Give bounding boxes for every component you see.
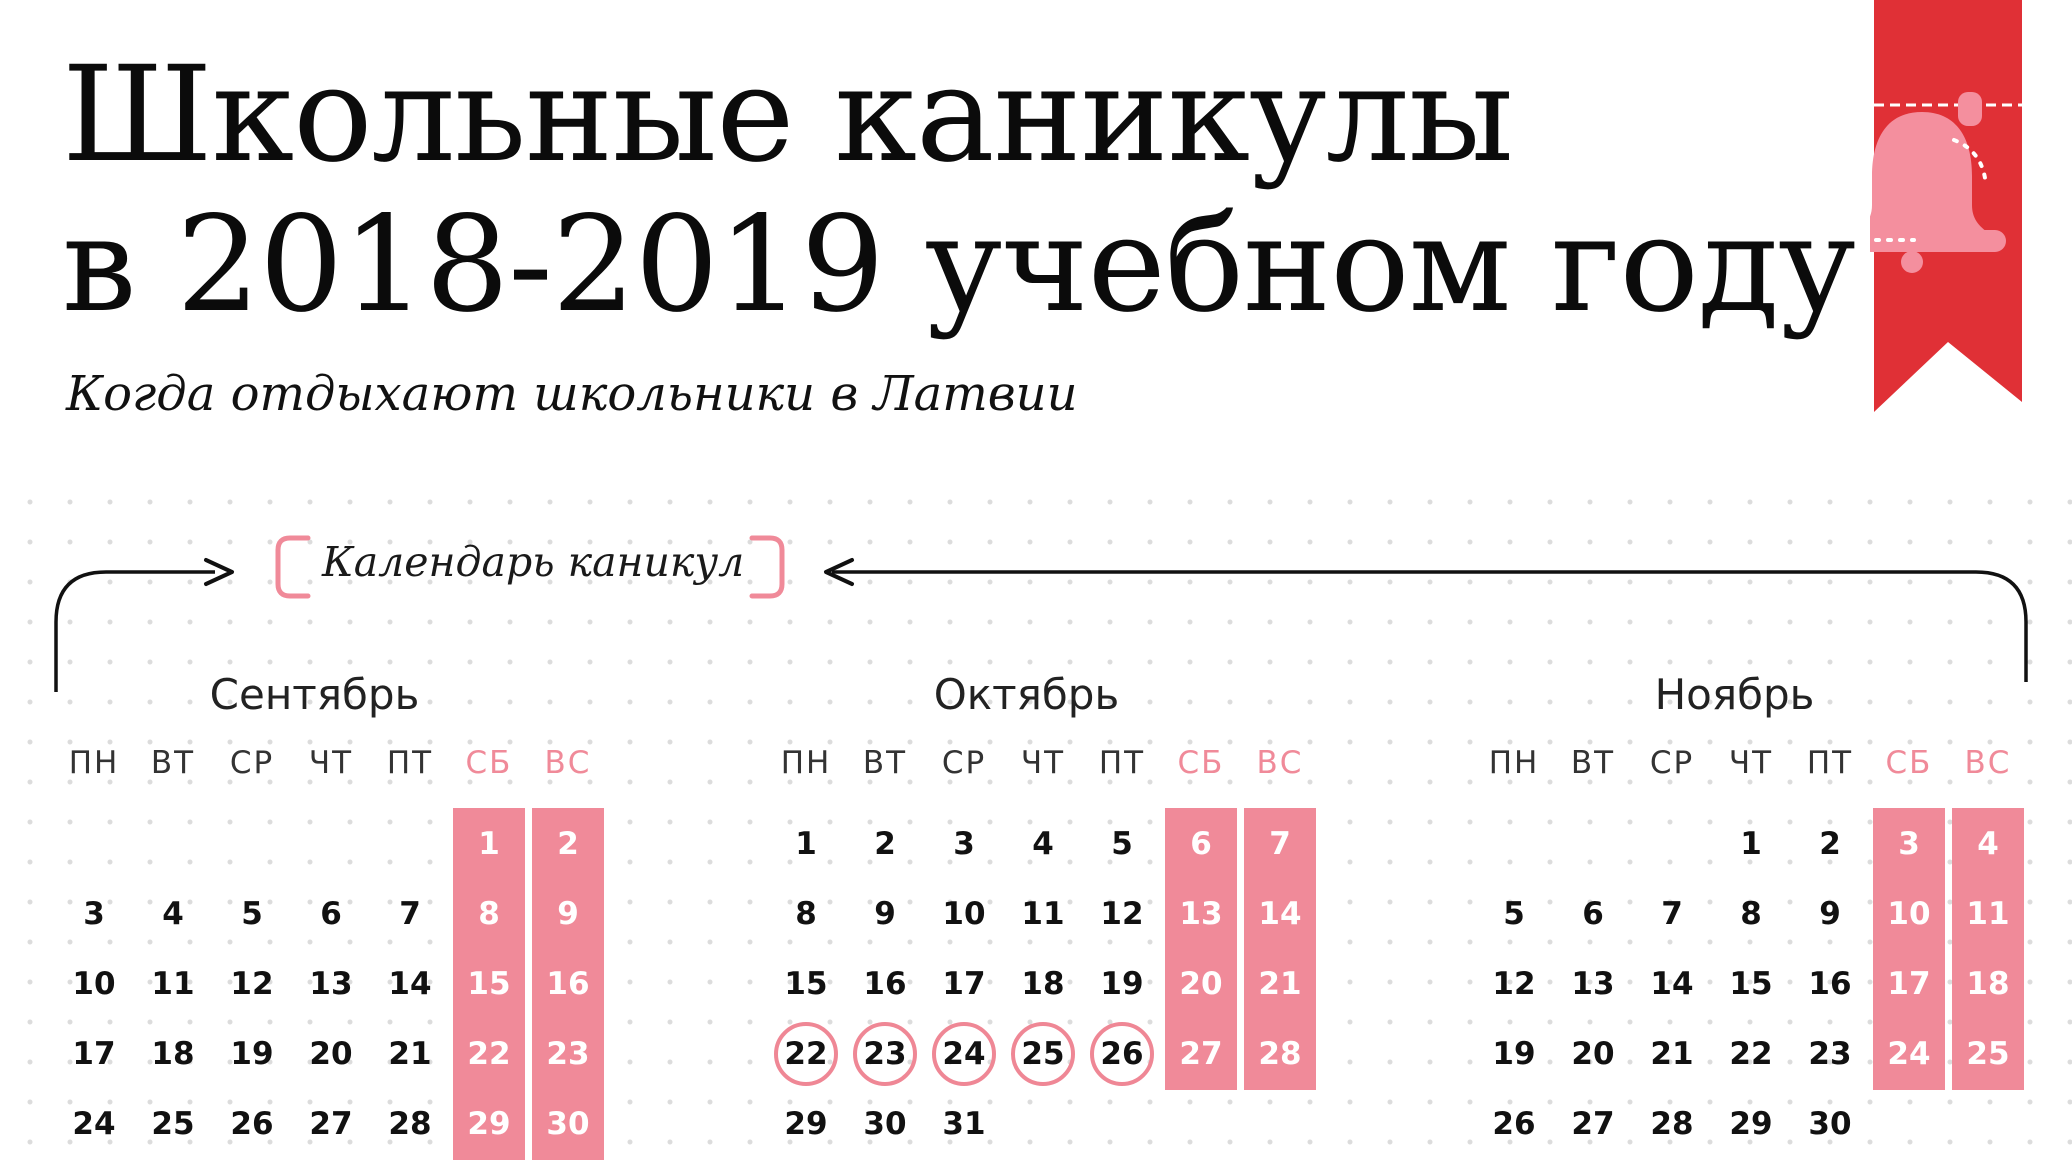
- month-title: Сентябрь: [209, 670, 420, 719]
- weekday-label: ЧТ: [308, 745, 354, 781]
- calendar-day: 15: [784, 966, 828, 1002]
- calendar-day: 3: [953, 826, 975, 862]
- weekend-day: 25: [1952, 1018, 2024, 1090]
- weekend-day: 29: [453, 1088, 525, 1160]
- calendar-day: 6: [320, 896, 342, 932]
- month-title: Октябрь: [933, 670, 1120, 719]
- calendar-day: 17: [72, 1036, 116, 1072]
- calendar-day: 4: [1032, 826, 1054, 862]
- weekend-day: 27: [1165, 1018, 1237, 1090]
- calendar-day: 28: [388, 1106, 432, 1142]
- holiday-day: 26: [1090, 1022, 1154, 1086]
- weekday-label: ПТ: [386, 745, 434, 781]
- weekday-label: ВС: [544, 745, 592, 781]
- holiday-day: 22: [774, 1022, 838, 1086]
- calendar-day: 31: [942, 1106, 986, 1142]
- calendar-day: 6: [1582, 896, 1604, 932]
- calendar-day: 13: [309, 966, 353, 1002]
- calendar-day: 5: [241, 896, 263, 932]
- weekday-label: СР: [229, 745, 275, 781]
- calendar-day: 14: [1650, 966, 1694, 1002]
- weekday-label: ВС: [1256, 745, 1304, 781]
- weekend-day: 24: [1873, 1018, 1945, 1090]
- weekend-day: 8: [453, 878, 525, 950]
- weekend-day: 20: [1165, 948, 1237, 1020]
- calendar-day: 9: [1819, 896, 1841, 932]
- weekend-day: 14: [1244, 878, 1316, 950]
- weekend-day: 7: [1244, 808, 1316, 880]
- calendar-day: 19: [1100, 966, 1144, 1002]
- calendar-day: 30: [863, 1106, 907, 1142]
- weekday-label: СР: [1649, 745, 1695, 781]
- weekend-day: 6: [1165, 808, 1237, 880]
- calendar-day: 14: [388, 966, 432, 1002]
- page-title-line-2: в 2018-2019 учебном году: [62, 188, 1855, 342]
- weekday-label: ПН: [780, 745, 832, 781]
- calendar-day: 27: [309, 1106, 353, 1142]
- calendar-day: 12: [1100, 896, 1144, 932]
- weekend-day: 16: [532, 948, 604, 1020]
- calendar-day: 29: [1729, 1106, 1773, 1142]
- calendar-day: 25: [151, 1106, 195, 1142]
- holiday-day: 24: [932, 1022, 996, 1086]
- weekend-day: 10: [1873, 878, 1945, 950]
- weekday-label: ЧТ: [1728, 745, 1774, 781]
- calendar-day: 4: [162, 896, 184, 932]
- calendar-day: 13: [1571, 966, 1615, 1002]
- calendar-day: 21: [388, 1036, 432, 1072]
- calendar-day: 21: [1650, 1036, 1694, 1072]
- calendar-day: 16: [1808, 966, 1852, 1002]
- calendar-day: 26: [230, 1106, 274, 1142]
- weekend-day: 28: [1244, 1018, 1316, 1090]
- weekday-label: ВТ: [1570, 745, 1616, 781]
- calendar-day: 15: [1729, 966, 1773, 1002]
- calendar-day: 19: [1492, 1036, 1536, 1072]
- calendar-day: 12: [230, 966, 274, 1002]
- calendar-day: 12: [1492, 966, 1536, 1002]
- calendar-day: 28: [1650, 1106, 1694, 1142]
- weekend-day: 22: [453, 1018, 525, 1090]
- weekend-day: 4: [1952, 808, 2024, 880]
- holiday-day: 25: [1011, 1022, 1075, 1086]
- weekend-day: 2: [532, 808, 604, 880]
- page-subtitle: Когда отдыхают школьники в Латвии: [66, 366, 1078, 422]
- calendar-day: 8: [795, 896, 817, 932]
- weekday-label: СБ: [1177, 745, 1225, 781]
- calendar-day: 17: [942, 966, 986, 1002]
- month-title: Ноябрь: [1654, 670, 1815, 719]
- calendar-day: 1: [795, 826, 817, 862]
- calendar-day: 29: [784, 1106, 828, 1142]
- calendar-day: 18: [151, 1036, 195, 1072]
- weekday-label: ЧТ: [1020, 745, 1066, 781]
- weekday-label: СБ: [1885, 745, 1933, 781]
- calendar-day: 24: [72, 1106, 116, 1142]
- calendar-day: 20: [309, 1036, 353, 1072]
- calendar-day: 20: [1571, 1036, 1615, 1072]
- calendar-day: 5: [1111, 826, 1133, 862]
- weekend-day: 21: [1244, 948, 1316, 1020]
- calendar-day: 19: [230, 1036, 274, 1072]
- weekday-label: СБ: [465, 745, 513, 781]
- calendar-day: 10: [72, 966, 116, 1002]
- calendar-day: 11: [1021, 896, 1065, 932]
- weekend-day: 23: [532, 1018, 604, 1090]
- weekday-label: СР: [941, 745, 987, 781]
- weekend-day: 13: [1165, 878, 1237, 950]
- weekend-day: 1: [453, 808, 525, 880]
- calendar-day: 2: [874, 826, 896, 862]
- calendar-day: 7: [1661, 896, 1683, 932]
- calendar-day: 22: [1729, 1036, 1773, 1072]
- page-title-line-1: Школьные каникулы: [62, 38, 1513, 192]
- holiday-day: 23: [853, 1022, 917, 1086]
- calendar-day: 26: [1492, 1106, 1536, 1142]
- calendar-day: 16: [863, 966, 907, 1002]
- calendar-day: 11: [151, 966, 195, 1002]
- calendar-day: 9: [874, 896, 896, 932]
- calendar-day: 5: [1503, 896, 1525, 932]
- section-label: Календарь каникул: [322, 538, 745, 586]
- weekend-day: 15: [453, 948, 525, 1020]
- calendar-day: 10: [942, 896, 986, 932]
- weekend-day: 3: [1873, 808, 1945, 880]
- calendar-day: 3: [83, 896, 105, 932]
- calendar-day: 30: [1808, 1106, 1852, 1142]
- calendar-day: 23: [1808, 1036, 1852, 1072]
- weekend-day: 11: [1952, 878, 2024, 950]
- weekend-day: 17: [1873, 948, 1945, 1020]
- weekday-label: ПТ: [1806, 745, 1854, 781]
- calendar-day: 2: [1819, 826, 1841, 862]
- calendar-day: 27: [1571, 1106, 1615, 1142]
- weekday-label: ВТ: [862, 745, 908, 781]
- weekday-label: ВС: [1964, 745, 2012, 781]
- calendar-day: 7: [399, 896, 421, 932]
- weekend-day: 30: [532, 1088, 604, 1160]
- calendar-day: 1: [1740, 826, 1762, 862]
- weekend-day: 18: [1952, 948, 2024, 1020]
- calendar-day: 18: [1021, 966, 1065, 1002]
- weekend-day: 9: [532, 878, 604, 950]
- calendar-day: 8: [1740, 896, 1762, 932]
- weekday-label: ВТ: [150, 745, 196, 781]
- weekday-label: ПТ: [1098, 745, 1146, 781]
- weekday-label: ПН: [68, 745, 120, 781]
- weekday-label: ПН: [1488, 745, 1540, 781]
